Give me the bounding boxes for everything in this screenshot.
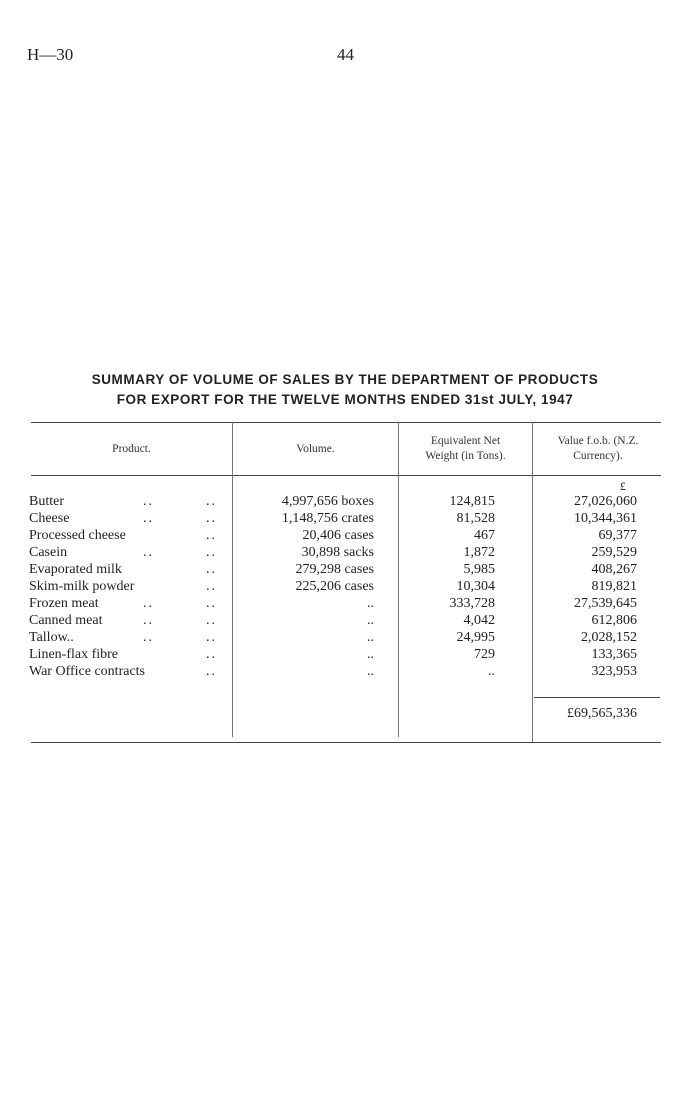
product-cell: Casein	[29, 545, 68, 560]
leader-dots: ..	[206, 664, 217, 679]
table-title-line-2: FOR EXPORT FOR THE TWELVE MONTHS ENDED 31st JULY, 1947	[116, 392, 574, 407]
volume-cell: 30,898 sacks	[301, 545, 374, 560]
leader-dots: ..	[206, 545, 217, 560]
value-cell: 819,821	[591, 579, 637, 594]
table-row	[0, 544, 700, 561]
table-row	[0, 578, 700, 595]
currency-symbol: £	[620, 481, 626, 493]
value-cell: 27,026,060	[574, 494, 637, 509]
volume-cell: 279,298 cases	[295, 562, 374, 577]
value-cell: 2,028,152	[581, 630, 637, 645]
leader-dots: ..	[143, 545, 154, 560]
product-cell: Frozen meat	[29, 596, 99, 611]
table-bottom-rule	[31, 742, 661, 743]
volume-cell: 225,206 cases	[295, 579, 374, 594]
weight-cell: 729	[474, 647, 495, 662]
volume-cell: ..	[367, 630, 374, 645]
weight-cell: 81,528	[456, 511, 495, 526]
total-value: £69,565,336	[567, 706, 637, 721]
leader-dots: ..	[206, 647, 217, 662]
table-row	[0, 561, 700, 578]
weight-cell: 467	[474, 528, 495, 543]
page-ref: H—30	[27, 45, 74, 64]
leader-dots: ..	[206, 596, 217, 611]
weight-cell: 10,304	[456, 579, 495, 594]
header-weight-line-2: Weight (in Tons).	[425, 450, 506, 462]
table-row	[0, 612, 700, 629]
volume-cell: ..	[367, 596, 374, 611]
header-bottom-rule	[31, 475, 661, 476]
table-row	[0, 663, 700, 680]
leader-dots: ..	[206, 579, 217, 594]
weight-cell: 5,985	[463, 562, 495, 577]
leader-dots: ..	[143, 511, 154, 526]
value-cell: 408,267	[591, 562, 637, 577]
header-value-line-2: Currency).	[573, 450, 623, 462]
table-top-rule	[31, 422, 661, 423]
table-row	[0, 629, 700, 646]
leader-dots: ..	[143, 613, 154, 628]
leader-dots: ..	[206, 494, 217, 509]
leader-dots: ..	[143, 596, 154, 611]
volume-cell: 20,406 cases	[302, 528, 374, 543]
value-cell: 133,365	[591, 647, 637, 662]
volume-cell: ..	[367, 647, 374, 662]
product-cell: Cheese	[29, 511, 70, 526]
weight-cell: 1,872	[463, 545, 495, 560]
header-volume: Volume.	[296, 443, 335, 455]
weight-cell: ..	[488, 664, 495, 679]
product-cell: War Office contracts	[29, 664, 145, 679]
value-cell: 612,806	[591, 613, 637, 628]
table-row	[0, 493, 700, 510]
table-row	[0, 646, 700, 663]
value-cell: 10,344,361	[574, 511, 637, 526]
volume-cell: 1,148,756 crates	[281, 511, 374, 526]
product-cell: Evaporated milk	[29, 562, 122, 577]
leader-dots: ..	[143, 630, 154, 645]
table-row	[0, 510, 700, 527]
value-cell: 69,377	[598, 528, 637, 543]
volume-cell: 4,997,656 boxes	[281, 494, 374, 509]
table-row	[0, 595, 700, 612]
product-cell: Canned meat	[29, 613, 103, 628]
weight-cell: 124,815	[449, 494, 495, 509]
header-product: Product.	[112, 443, 151, 455]
page-number: 44	[337, 45, 354, 64]
weight-cell: 24,995	[456, 630, 495, 645]
volume-cell: ..	[367, 613, 374, 628]
volume-cell: ..	[367, 664, 374, 679]
table-row	[0, 527, 700, 544]
leader-dots: ..	[206, 511, 217, 526]
weight-cell: 4,042	[463, 613, 495, 628]
value-cell: 259,529	[591, 545, 637, 560]
weight-cell: 333,728	[449, 596, 495, 611]
leader-dots: ..	[143, 494, 154, 509]
product-cell: Processed cheese	[29, 528, 126, 543]
product-cell: Tallow..	[29, 630, 74, 645]
sum-rule	[534, 697, 660, 698]
product-cell: Linen-flax fibre	[29, 647, 119, 662]
product-cell: Butter	[29, 494, 64, 509]
value-cell: 323,953	[591, 664, 637, 679]
leader-dots: ..	[206, 562, 217, 577]
product-cell: Skim-milk powder	[29, 579, 135, 594]
leader-dots: ..	[206, 630, 217, 645]
header-weight-line-1: Equivalent Net	[430, 435, 501, 447]
leader-dots: ..	[206, 613, 217, 628]
value-cell: 27,539,645	[574, 596, 637, 611]
table-title-line-1: SUMMARY OF VOLUME OF SALES BY THE DEPARTMENT OF PRODUCTS	[91, 372, 599, 387]
header-value-line-1: Value f.o.b. (N.Z.	[557, 435, 639, 447]
leader-dots: ..	[206, 528, 217, 543]
